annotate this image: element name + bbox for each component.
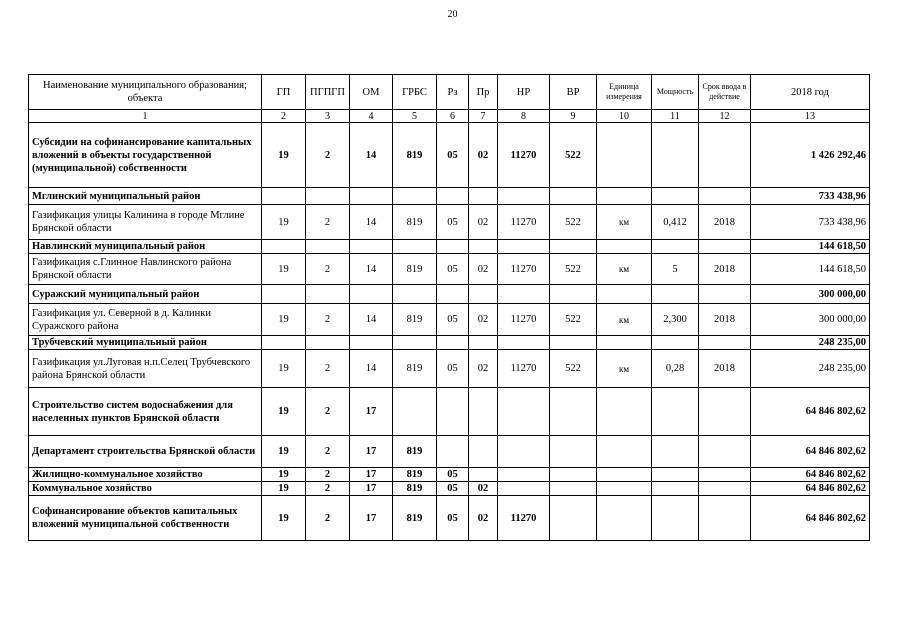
rz-cell: 05	[437, 123, 469, 188]
pgpgp-cell: 2	[306, 254, 350, 285]
amount-2018-cell: 248 235,00	[751, 336, 870, 350]
nr-cell: 11270	[498, 123, 550, 188]
amount-2018-cell: 64 846 802,62	[751, 496, 870, 541]
vr-cell: 522	[550, 254, 597, 285]
pr-cell: 02	[469, 254, 498, 285]
grbs-cell: 819	[393, 436, 437, 468]
rz-cell: 05	[437, 350, 469, 388]
object-row	[29, 304, 870, 336]
object-name-cell: Навлинский муниципальный район	[29, 240, 262, 254]
commission-year-cell	[699, 468, 751, 482]
object-row	[29, 350, 870, 388]
amount-2018-cell: 300 000,00	[751, 285, 870, 304]
capacity-cell	[652, 285, 699, 304]
grbs-cell: 819	[393, 123, 437, 188]
header-om: ОМ	[350, 75, 393, 110]
grbs-cell	[393, 388, 437, 436]
section-row	[29, 336, 870, 350]
rz-cell	[437, 285, 469, 304]
commission-year-cell: 2018	[699, 304, 751, 336]
header-rz: Рз	[437, 75, 469, 110]
object-name-cell: Коммунальное хозяйство	[29, 482, 262, 496]
section-row	[29, 496, 870, 541]
rz-cell: 05	[437, 205, 469, 240]
object-name-cell: Мглинский муниципальный район	[29, 188, 262, 205]
commission-year-cell	[699, 496, 751, 541]
unit-cell	[597, 188, 652, 205]
rz-cell: 05	[437, 468, 469, 482]
capacity-cell: 5	[652, 254, 699, 285]
section-row	[29, 240, 870, 254]
pr-cell	[469, 240, 498, 254]
amount-2018-cell: 64 846 802,62	[751, 468, 870, 482]
unit-cell	[597, 482, 652, 496]
grbs-cell	[393, 285, 437, 304]
header-grbs: ГРБС	[393, 75, 437, 110]
rz-cell: 05	[437, 254, 469, 285]
om-cell: 17	[350, 468, 393, 482]
pgpgp-cell: 2	[306, 304, 350, 336]
unit-cell: км	[597, 205, 652, 240]
om-cell	[350, 285, 393, 304]
grbs-cell	[393, 240, 437, 254]
object-name-cell: Строительство систем водоснабжения для населенных пунктов Брянской области	[29, 388, 262, 436]
pgpgp-cell: 2	[306, 388, 350, 436]
amount-2018-cell: 144 618,50	[751, 240, 870, 254]
object-name-cell: Департамент строительства Брянской области	[29, 436, 262, 468]
amount-2018-cell: 733 438,96	[751, 188, 870, 205]
object-name-cell: Газификация ул.Луговая н.п.Селец Трубчевского района Брянской области	[29, 350, 262, 388]
column-number: 8	[498, 110, 550, 123]
rz-cell	[437, 388, 469, 436]
amount-2018-cell: 64 846 802,62	[751, 436, 870, 468]
pr-cell: 02	[469, 123, 498, 188]
rz-cell	[437, 436, 469, 468]
object-name-cell: Газификация улицы Калинина в городе Мглине Брянской области	[29, 205, 262, 240]
commission-year-cell	[699, 188, 751, 205]
vr-cell	[550, 188, 597, 205]
capacity-cell	[652, 123, 699, 188]
commission-year-cell: 2018	[699, 205, 751, 240]
gp-cell	[262, 240, 306, 254]
vr-cell	[550, 285, 597, 304]
vr-cell: 522	[550, 350, 597, 388]
pr-cell: 02	[469, 350, 498, 388]
header-vr: ВР	[550, 75, 597, 110]
om-cell	[350, 240, 393, 254]
vr-cell	[550, 468, 597, 482]
rz-cell: 05	[437, 482, 469, 496]
vr-cell	[550, 482, 597, 496]
om-cell: 14	[350, 304, 393, 336]
column-number: 1	[29, 110, 262, 123]
header-pgpgp: ПГПГП	[306, 75, 350, 110]
gp-cell: 19	[262, 388, 306, 436]
header-commission-date: Срок ввода в действие	[699, 75, 751, 110]
amount-2018-cell: 64 846 802,62	[751, 388, 870, 436]
pr-cell	[469, 388, 498, 436]
gp-cell	[262, 188, 306, 205]
pgpgp-cell	[306, 188, 350, 205]
table-body	[29, 123, 870, 541]
om-cell: 17	[350, 482, 393, 496]
object-name-cell: Трубчевский муниципальный район	[29, 336, 262, 350]
column-number: 9	[550, 110, 597, 123]
pr-cell	[469, 188, 498, 205]
amount-2018-cell: 248 235,00	[751, 350, 870, 388]
vr-cell	[550, 336, 597, 350]
rz-cell: 05	[437, 496, 469, 541]
capacity-cell	[652, 188, 699, 205]
om-cell: 14	[350, 254, 393, 285]
commission-year-cell	[699, 388, 751, 436]
section-row	[29, 436, 870, 468]
gp-cell: 19	[262, 436, 306, 468]
vr-cell: 522	[550, 123, 597, 188]
grbs-cell: 819	[393, 350, 437, 388]
nr-cell: 11270	[498, 304, 550, 336]
unit-cell	[597, 436, 652, 468]
pgpgp-cell: 2	[306, 205, 350, 240]
unit-cell	[597, 240, 652, 254]
unit-cell	[597, 468, 652, 482]
capacity-cell: 2,300	[652, 304, 699, 336]
gp-cell: 19	[262, 205, 306, 240]
gp-cell: 19	[262, 123, 306, 188]
capacity-cell	[652, 468, 699, 482]
rz-cell	[437, 240, 469, 254]
om-cell: 14	[350, 350, 393, 388]
column-number: 7	[469, 110, 498, 123]
grbs-cell	[393, 336, 437, 350]
amount-2018-cell: 300 000,00	[751, 304, 870, 336]
gp-cell: 19	[262, 496, 306, 541]
column-number: 4	[350, 110, 393, 123]
unit-cell	[597, 336, 652, 350]
object-name-cell: Субсидии на софинансирование капитальных вложений в объекты государственной (муниципальной) собственности	[29, 123, 262, 188]
nr-cell: 11270	[498, 496, 550, 541]
om-cell: 14	[350, 123, 393, 188]
budget-table	[28, 74, 870, 541]
pr-cell: 02	[469, 482, 498, 496]
pgpgp-cell	[306, 240, 350, 254]
unit-cell	[597, 496, 652, 541]
rz-cell	[437, 336, 469, 350]
amount-2018-cell: 144 618,50	[751, 254, 870, 285]
commission-year-cell	[699, 240, 751, 254]
pgpgp-cell: 2	[306, 350, 350, 388]
capacity-cell: 0,28	[652, 350, 699, 388]
commission-year-cell	[699, 285, 751, 304]
gp-cell: 19	[262, 482, 306, 496]
section-row	[29, 482, 870, 496]
pgpgp-cell: 2	[306, 482, 350, 496]
unit-cell	[597, 388, 652, 436]
gp-cell	[262, 285, 306, 304]
column-number-row	[29, 110, 870, 123]
om-cell	[350, 188, 393, 205]
pgpgp-cell: 2	[306, 496, 350, 541]
header-nr: НР	[498, 75, 550, 110]
pr-cell	[469, 468, 498, 482]
grbs-cell: 819	[393, 205, 437, 240]
nr-cell	[498, 240, 550, 254]
object-row	[29, 254, 870, 285]
pgpgp-cell: 2	[306, 123, 350, 188]
pr-cell	[469, 285, 498, 304]
vr-cell	[550, 240, 597, 254]
vr-cell: 522	[550, 205, 597, 240]
rz-cell	[437, 188, 469, 205]
gp-cell: 19	[262, 350, 306, 388]
object-name-cell: Суражский муниципальный район	[29, 285, 262, 304]
grbs-cell: 819	[393, 254, 437, 285]
column-number: 11	[652, 110, 699, 123]
om-cell: 14	[350, 205, 393, 240]
header-unit: Единица измерения	[597, 75, 652, 110]
grbs-cell	[393, 188, 437, 205]
nr-cell: 11270	[498, 205, 550, 240]
rz-cell: 05	[437, 304, 469, 336]
column-number: 5	[393, 110, 437, 123]
column-number: 3	[306, 110, 350, 123]
amount-2018-cell: 733 438,96	[751, 205, 870, 240]
column-number: 10	[597, 110, 652, 123]
commission-year-cell: 2018	[699, 254, 751, 285]
page-number: 20	[447, 9, 458, 20]
commission-year-cell	[699, 482, 751, 496]
vr-cell: 522	[550, 304, 597, 336]
section-row	[29, 123, 870, 188]
section-row	[29, 388, 870, 436]
section-row	[29, 468, 870, 482]
header-year-2018: 2018 год	[751, 75, 870, 110]
pgpgp-cell: 2	[306, 436, 350, 468]
pr-cell: 02	[469, 205, 498, 240]
nr-cell	[498, 436, 550, 468]
vr-cell	[550, 436, 597, 468]
column-number: 6	[437, 110, 469, 123]
capacity-cell	[652, 388, 699, 436]
object-name-cell: Газификация с.Глинное Навлинского района Брянской области	[29, 254, 262, 285]
unit-cell	[597, 123, 652, 188]
nr-cell: 11270	[498, 350, 550, 388]
column-number: 13	[751, 110, 870, 123]
object-name-cell: Жилищно-коммунальное хозяйство	[29, 468, 262, 482]
object-row	[29, 205, 870, 240]
capacity-cell	[652, 436, 699, 468]
header-gp: ГП	[262, 75, 306, 110]
om-cell: 17	[350, 496, 393, 541]
om-cell: 17	[350, 388, 393, 436]
pr-cell: 02	[469, 304, 498, 336]
om-cell	[350, 336, 393, 350]
pgpgp-cell	[306, 336, 350, 350]
header-name: Наименование муниципального образования; объекта	[29, 75, 262, 110]
pr-cell	[469, 336, 498, 350]
section-row	[29, 285, 870, 304]
gp-cell: 19	[262, 304, 306, 336]
unit-cell: км	[597, 254, 652, 285]
pgpgp-cell	[306, 285, 350, 304]
pgpgp-cell: 2	[306, 468, 350, 482]
unit-cell	[597, 285, 652, 304]
nr-cell	[498, 188, 550, 205]
amount-2018-cell: 1 426 292,46	[751, 123, 870, 188]
om-cell: 17	[350, 436, 393, 468]
commission-year-cell: 2018	[699, 350, 751, 388]
nr-cell	[498, 336, 550, 350]
capacity-cell	[652, 496, 699, 541]
nr-cell	[498, 482, 550, 496]
vr-cell	[550, 496, 597, 541]
nr-cell	[498, 388, 550, 436]
commission-year-cell	[699, 123, 751, 188]
gp-cell	[262, 336, 306, 350]
header-row	[29, 75, 870, 110]
capacity-cell	[652, 336, 699, 350]
header-pr: Пр	[469, 75, 498, 110]
object-name-cell: Софинансирование объектов капитальных вложений муниципальной собственности	[29, 496, 262, 541]
grbs-cell: 819	[393, 304, 437, 336]
column-number: 2	[262, 110, 306, 123]
unit-cell: км	[597, 304, 652, 336]
grbs-cell: 819	[393, 496, 437, 541]
nr-cell: 11270	[498, 254, 550, 285]
grbs-cell: 819	[393, 468, 437, 482]
pr-cell	[469, 436, 498, 468]
pr-cell: 02	[469, 496, 498, 541]
commission-year-cell	[699, 336, 751, 350]
header-capacity: Мощность	[652, 75, 699, 110]
vr-cell	[550, 388, 597, 436]
section-row	[29, 188, 870, 205]
grbs-cell: 819	[393, 482, 437, 496]
column-number: 12	[699, 110, 751, 123]
capacity-cell	[652, 482, 699, 496]
amount-2018-cell: 64 846 802,62	[751, 482, 870, 496]
gp-cell: 19	[262, 468, 306, 482]
nr-cell	[498, 468, 550, 482]
object-name-cell: Газификация ул. Северной в д. Калинки Суражского района	[29, 304, 262, 336]
unit-cell: км	[597, 350, 652, 388]
nr-cell	[498, 285, 550, 304]
gp-cell: 19	[262, 254, 306, 285]
capacity-cell: 0,412	[652, 205, 699, 240]
capacity-cell	[652, 240, 699, 254]
commission-year-cell	[699, 436, 751, 468]
